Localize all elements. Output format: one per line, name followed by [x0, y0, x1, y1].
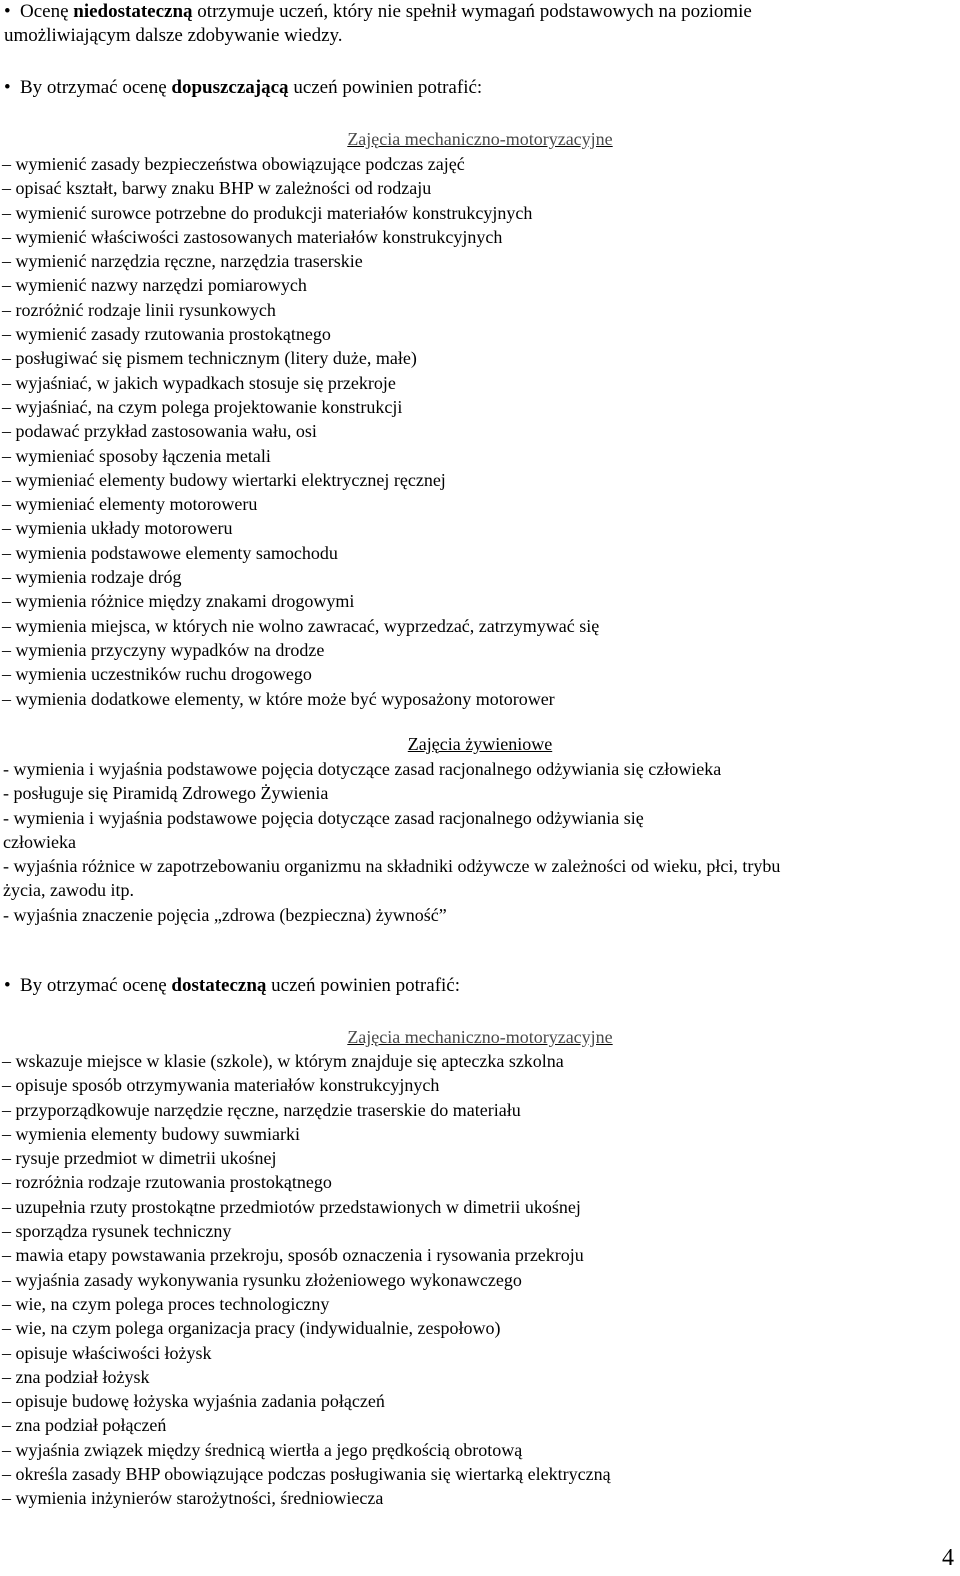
list-item: – zna podział łożysk — [2, 1366, 150, 1387]
list-item: życia, zawodu itp. — [3, 880, 134, 901]
list-item: – wymieniać elementy motoroweru — [2, 494, 258, 515]
list-item: – wymienia elementy budowy suwmiarki — [2, 1123, 300, 1144]
list-item: – wymienić surowce potrzebne do produkcji materiałów konstrukcyjnych — [2, 202, 533, 223]
list-item: - wyjaśnia znaczenie pojęcia „zdrowa (bezpieczna) żywność” — [3, 904, 447, 925]
list-item: - wymienia i wyjaśnia podstawowe pojęcia dotyczące zasad racjonalnego odżywiania się — [3, 807, 644, 828]
list-item: – zna podział połączeń — [2, 1415, 167, 1436]
list-item: – wie, na czym polega proces technologiczny — [2, 1293, 330, 1314]
text: otrzymuje uczeń, który nie spełnił wymagań podstawowych na poziomie — [192, 1, 752, 22]
list-item: – wyjaśniać, na czym polega projektowanie konstrukcji — [2, 396, 403, 417]
list-item: – opisuje właściwości łożysk — [2, 1342, 212, 1363]
heading-text: Zajęcia żywieniowe — [407, 734, 553, 754]
list-item: – wymienia podstawowe elementy samochodu — [2, 542, 338, 563]
list-item: – podawać przykład zastosowania wału, osi — [2, 421, 317, 442]
list-item: – uzupełnia rzuty prostokątne przedmiotów przedstawionych w dimetrii ukośnej — [2, 1196, 581, 1217]
bullet-niedostateczna-cont — [4, 25, 343, 47]
list-item: – opisuje sposób otrzymywania materiałów konstrukcyjnych — [2, 1075, 440, 1096]
bullet-dopuszczajaca — [4, 77, 482, 99]
list-item: – wymienia rodzaje dróg — [2, 567, 182, 588]
list-item: – wie, na czym polega organizacja pracy (indywidualnie, zespołowo) — [2, 1318, 501, 1339]
food-list — [3, 757, 780, 927]
list-item: – wymienić zasady bezpieczeństwa obowiązujące podczas zajęć — [2, 154, 465, 174]
grade-name: niedostateczną — [73, 1, 193, 22]
list-item: – sporządza rysunek techniczny — [2, 1221, 232, 1242]
bullet-niedostateczna — [4, 1, 752, 23]
text: umożliwiającym dalsze zdobywanie wiedzy. — [4, 25, 343, 46]
list-item: – wymienić nazwy narzędzi pomiarowych — [2, 275, 307, 296]
page-number: 4 — [942, 1545, 954, 1571]
list-item: – opisuje budowę łożyska wyjaśnia zadania połączeń — [2, 1391, 385, 1412]
list-item: – rozróżnić rodzaje linii rysunkowych — [2, 299, 276, 320]
grade-name: dostateczną — [171, 975, 267, 996]
list-item: – wyjaśniać, w jakich wypadkach stosuje się przekroje — [2, 372, 396, 393]
list-item: człowieka — [3, 831, 76, 852]
list-item: – wskazuje miejsce w klasie (szkole), w którym znajduje się apteczka szkolna — [2, 1051, 564, 1071]
text: By otrzymać ocenę — [20, 77, 172, 98]
section-heading-mech-2 — [0, 1026, 960, 1048]
text: uczeń powinien potrafić: — [266, 975, 461, 996]
bullet-icon: • — [4, 1, 11, 22]
list-item: – wymienić zasady rzutowania prostokątnego — [2, 324, 331, 345]
list-item: – rozróżnia rodzaje rzutowania prostokątnego — [2, 1172, 332, 1193]
list-item: – posługiwać się pismem technicznym (litery duże, małe) — [2, 348, 417, 369]
list-item: – wyjaśnia związek między średnicą wiertła a jego prędkością obrotową — [2, 1439, 523, 1460]
list-item: – wymienia przyczyny wypadków na drodze — [2, 639, 325, 660]
list-item: – przyporządkowuje narzędzie ręczne, narzędzie traserskie do materiału — [2, 1099, 521, 1120]
bullet-dostateczna — [4, 975, 460, 997]
list-item: – opisać kształt, barwy znaku BHP w zależności od rodzaju — [2, 178, 432, 199]
text: Ocenę — [20, 1, 74, 22]
list-item: - wymienia i wyjaśnia podstawowe pojęcia dotyczące zasad racjonalnego odżywiania się człowieka — [3, 759, 722, 779]
list-item: – wymienia inżynierów starożytności, średniowiecza — [2, 1488, 384, 1509]
list-item: – rysuje przedmiot w dimetrii ukośnej — [2, 1148, 277, 1169]
mech-list-dostateczna — [2, 1049, 611, 1511]
list-item: – wymienia miejsca, w których nie wolno zawracać, wyprzedzać, zatrzymywać się — [2, 615, 600, 636]
list-item: – wymieniać elementy budowy wiertarki elektrycznej ręcznej — [2, 469, 446, 490]
heading-text: Zajęcia mechaniczno-motoryzacyjne — [347, 129, 613, 149]
bullet-icon: • — [4, 77, 11, 98]
text: By otrzymać ocenę — [20, 975, 172, 996]
list-item: – wymienia uczestników ruchu drogowego — [2, 664, 312, 685]
list-item: – wymienić narzędzia ręczne, narzędzia traserskie — [2, 251, 363, 272]
list-item: – określa zasady BHP obowiązujące podczas posługiwania się wiertarką elektryczną — [2, 1464, 611, 1485]
list-item: – wymienia układy motoroweru — [2, 518, 233, 539]
list-item: – wymienia różnice między znakami drogowymi — [2, 591, 355, 612]
mech-list-dopuszczajaca — [2, 152, 599, 711]
list-item: – wyjaśnia zasady wykonywania rysunku złożeniowego wykonawczego — [2, 1269, 522, 1290]
bullet-icon: • — [4, 975, 11, 996]
list-item: – wymienić właściwości zastosowanych materiałów konstrukcyjnych — [2, 226, 503, 247]
section-heading-mech-1 — [0, 128, 960, 150]
grade-name: dopuszczającą — [171, 77, 289, 98]
text: uczeń powinien potrafić: — [288, 77, 483, 98]
section-heading-food — [0, 733, 960, 755]
list-item: - posługuje się Piramidą Zdrowego Żywienia — [3, 783, 329, 804]
list-item: – wymieniać sposoby łączenia metali — [2, 445, 271, 466]
list-item: - wyjaśnia różnice w zapotrzebowaniu organizmu na składniki odżywcze w zależności od wieku, płci, trybu — [3, 856, 781, 877]
list-item: – mawia etapy powstawania przekroju, sposób oznaczenia i rysowania przekroju — [2, 1245, 584, 1266]
list-item: – wymienia dodatkowe elementy, w które może być wyposażony motorower — [2, 688, 555, 709]
heading-text: Zajęcia mechaniczno-motoryzacyjne — [347, 1027, 613, 1047]
